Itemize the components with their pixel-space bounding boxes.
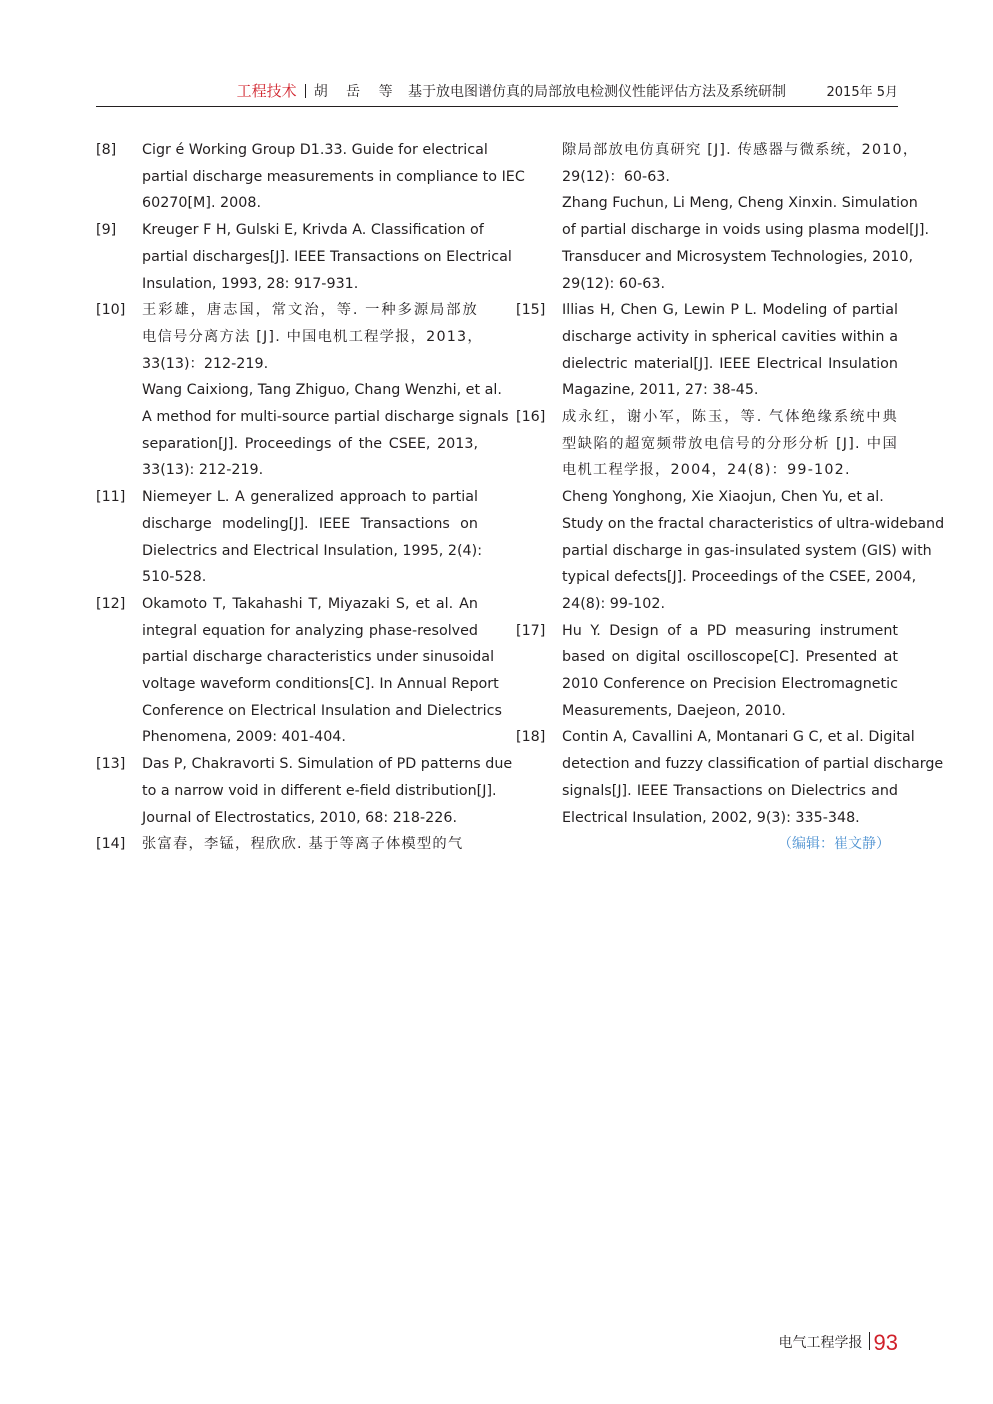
reference-line: 电信号分离方法 [J]. 中国电机工程学报，2013，: [142, 328, 483, 345]
reference-line: 2010 Conference on Precision Electromagnetic: [562, 676, 898, 693]
reference-entry: [516, 297, 898, 404]
page-number: 93: [873, 1330, 898, 1355]
header-section-name: 工程技术: [236, 82, 297, 100]
reference-line: Journal of Electrostatics, 2010, 68: 218-226.: [142, 809, 457, 826]
reference-line: Cheng Yonghong, Xie Xiaojun, Chen Yu, et al.: [562, 489, 884, 506]
reference-line: partial discharge in gas-insulated system (GIS) with: [562, 542, 932, 559]
reference-number: [17]: [516, 622, 546, 639]
header-authors: 胡 岳 等: [313, 84, 400, 100]
reference-line: voltage waveform conditions[C]. In Annual Report: [142, 676, 499, 693]
reference-line: detection and fuzzy classification of partial discharge: [562, 756, 944, 773]
reference-line: partial discharges[J]. IEEE Transactions on Electrical: [142, 248, 512, 265]
reference-number: [8]: [96, 142, 117, 158]
reference-line: 33(13): 212-219.: [142, 462, 264, 479]
reference-line: Hu Y. Design of a PD measuring instrument: [562, 622, 898, 639]
reference-line: Dielectrics and Electrical Insulation, 1995, 2(4):: [142, 542, 483, 559]
reference-line: 王彩雄，唐志国，常文治，等. 一种多源局部放: [142, 302, 478, 319]
page-footer: [779, 1330, 898, 1356]
reference-line: Niemeyer L. A generalized approach to partial: [142, 489, 478, 506]
reference-number: [14]: [96, 836, 126, 853]
reference-entry: [516, 724, 944, 831]
reference-line: Kreuger F H, Gulski E, Krivda A. Classification of: [142, 222, 484, 239]
footer-divider: [869, 1332, 870, 1350]
reference-line: discharge modeling[J]. IEEE Transactions on: [142, 515, 478, 532]
reference-line: Contin A, Cavallini A, Montanari G C, et al. Digital: [562, 729, 915, 746]
reference-line: 33(13)：212-219.: [142, 355, 269, 372]
reference-entry: [516, 618, 898, 725]
footer-journal-name: 电气工程学报: [778, 1335, 863, 1351]
reference-line: discharge activity in spherical cavities within a: [562, 328, 898, 345]
reference-line: of partial discharge in voids using plasma model[J].: [562, 222, 930, 239]
header-rule: [96, 106, 898, 107]
header-content: [237, 80, 898, 104]
reference-entry: [96, 591, 502, 751]
editor-note: （编辑：崔文静）: [778, 836, 890, 853]
reference-line: Cigr é Working Group D1.33. Guide for electrical: [142, 142, 488, 158]
reference-number: [12]: [96, 595, 126, 612]
reference-line: Okamoto T, Takahashi T, Miyazaki S, et al. An: [142, 595, 478, 612]
reference-number: [13]: [96, 756, 126, 773]
reference-number: [15]: [516, 302, 546, 319]
reference-number: [16]: [516, 409, 546, 426]
reference-line: 29(12): 60-63.: [562, 275, 665, 292]
reference-line: typical defects[J]. Proceedings of the CSEE, 2004,: [562, 569, 917, 586]
reference-number: [9]: [96, 222, 117, 239]
header-issue-date: 2015年 5月: [826, 85, 898, 100]
reference-line: dielectric material[J]. IEEE Electrical Insulation: [562, 355, 898, 372]
running-header: [96, 80, 898, 106]
header-divider: [305, 84, 306, 98]
reference-line: Electrical Insulation, 2002, 9(3): 335-348.: [562, 809, 860, 826]
reference-line: partial discharge measurements in compliance to IEC: [142, 168, 525, 185]
reference-line: 型缺陷的超宽频带放电信号的分形分析 [J]. 中国: [562, 435, 898, 452]
reference-entry: [96, 297, 509, 484]
reference-line: 29(12)：60-63.: [562, 168, 670, 185]
reference-line: 成永红，谢小军，陈玉，等. 气体绝缘系统中典: [562, 409, 898, 426]
reference-entry: [96, 751, 513, 831]
reference-line: Zhang Fuchun, Li Meng, Cheng Xinxin. Simulation: [562, 195, 918, 212]
reference-line: Phenomena, 2009: 401-404.: [142, 729, 346, 746]
reference-line: 60270[M]. 2008.: [142, 195, 261, 212]
reference-line: 张富春，李锰，程欣欣. 基于等离子体模型的气: [142, 836, 464, 853]
reference-number: [11]: [96, 489, 126, 506]
reference-line: Measurements, Daejeon, 2010.: [562, 702, 786, 719]
reference-number: [18]: [516, 729, 546, 746]
reference-entry: [96, 831, 478, 858]
reference-line: Conference on Electrical Insulation and Dielectrics: [142, 702, 502, 719]
reference-entry: [516, 404, 945, 618]
reference-line: integral equation for analyzing phase-resolved: [142, 622, 478, 639]
reference-line: Transducer and Microsystem Technologies, 2010,: [562, 248, 914, 265]
reference-line: Illias H, Chen G, Lewin P L. Modeling of partial: [562, 302, 898, 319]
references-left-column: [96, 137, 525, 858]
reference-entry: [96, 137, 525, 217]
reference-line: Das P, Chakravorti S. Simulation of PD patterns due: [142, 756, 513, 773]
reference-line: 24(8): 99-102.: [562, 595, 665, 612]
reference-line: Wang Caixiong, Tang Zhiguo, Chang Wenzhi, et al.: [142, 382, 502, 399]
reference-line: separation[J]. Proceedings of the CSEE, 2013,: [142, 435, 478, 452]
reference-line: signals[J]. IEEE Transactions on Dielectrics and: [562, 782, 898, 799]
reference-line: Insulation, 1993, 28: 917-931.: [142, 275, 359, 292]
reference-entry: [96, 217, 512, 297]
reference-line: Study on the fractal characteristics of ultra-wideband: [562, 515, 945, 532]
reference-line: A method for multi-source partial discharge signals: [142, 409, 509, 426]
reference-entry: [516, 137, 930, 297]
reference-entry: [96, 484, 483, 591]
references-right-column: [516, 137, 945, 857]
reference-line: 510-528.: [142, 569, 207, 586]
reference-line: based on digital oscilloscope[C]. Presented at: [562, 649, 898, 666]
reference-line: partial discharge characteristics under sinusoidal: [142, 649, 495, 666]
reference-line: to a narrow void in different e-field distribution[J].: [142, 782, 497, 799]
header-article-title: 基于放电图谱仿真的局部放电检测仪性能评估方法及系统研制: [408, 84, 787, 100]
reference-line: 隙局部放电仿真研究 [J]. 传感器与微系统，2010，: [562, 142, 919, 158]
reference-line: Magazine, 2011, 27: 38-45.: [562, 382, 759, 399]
reference-number: [10]: [96, 302, 126, 319]
reference-line: 电机工程学报，2004，24(8)：99-102.: [562, 462, 851, 479]
